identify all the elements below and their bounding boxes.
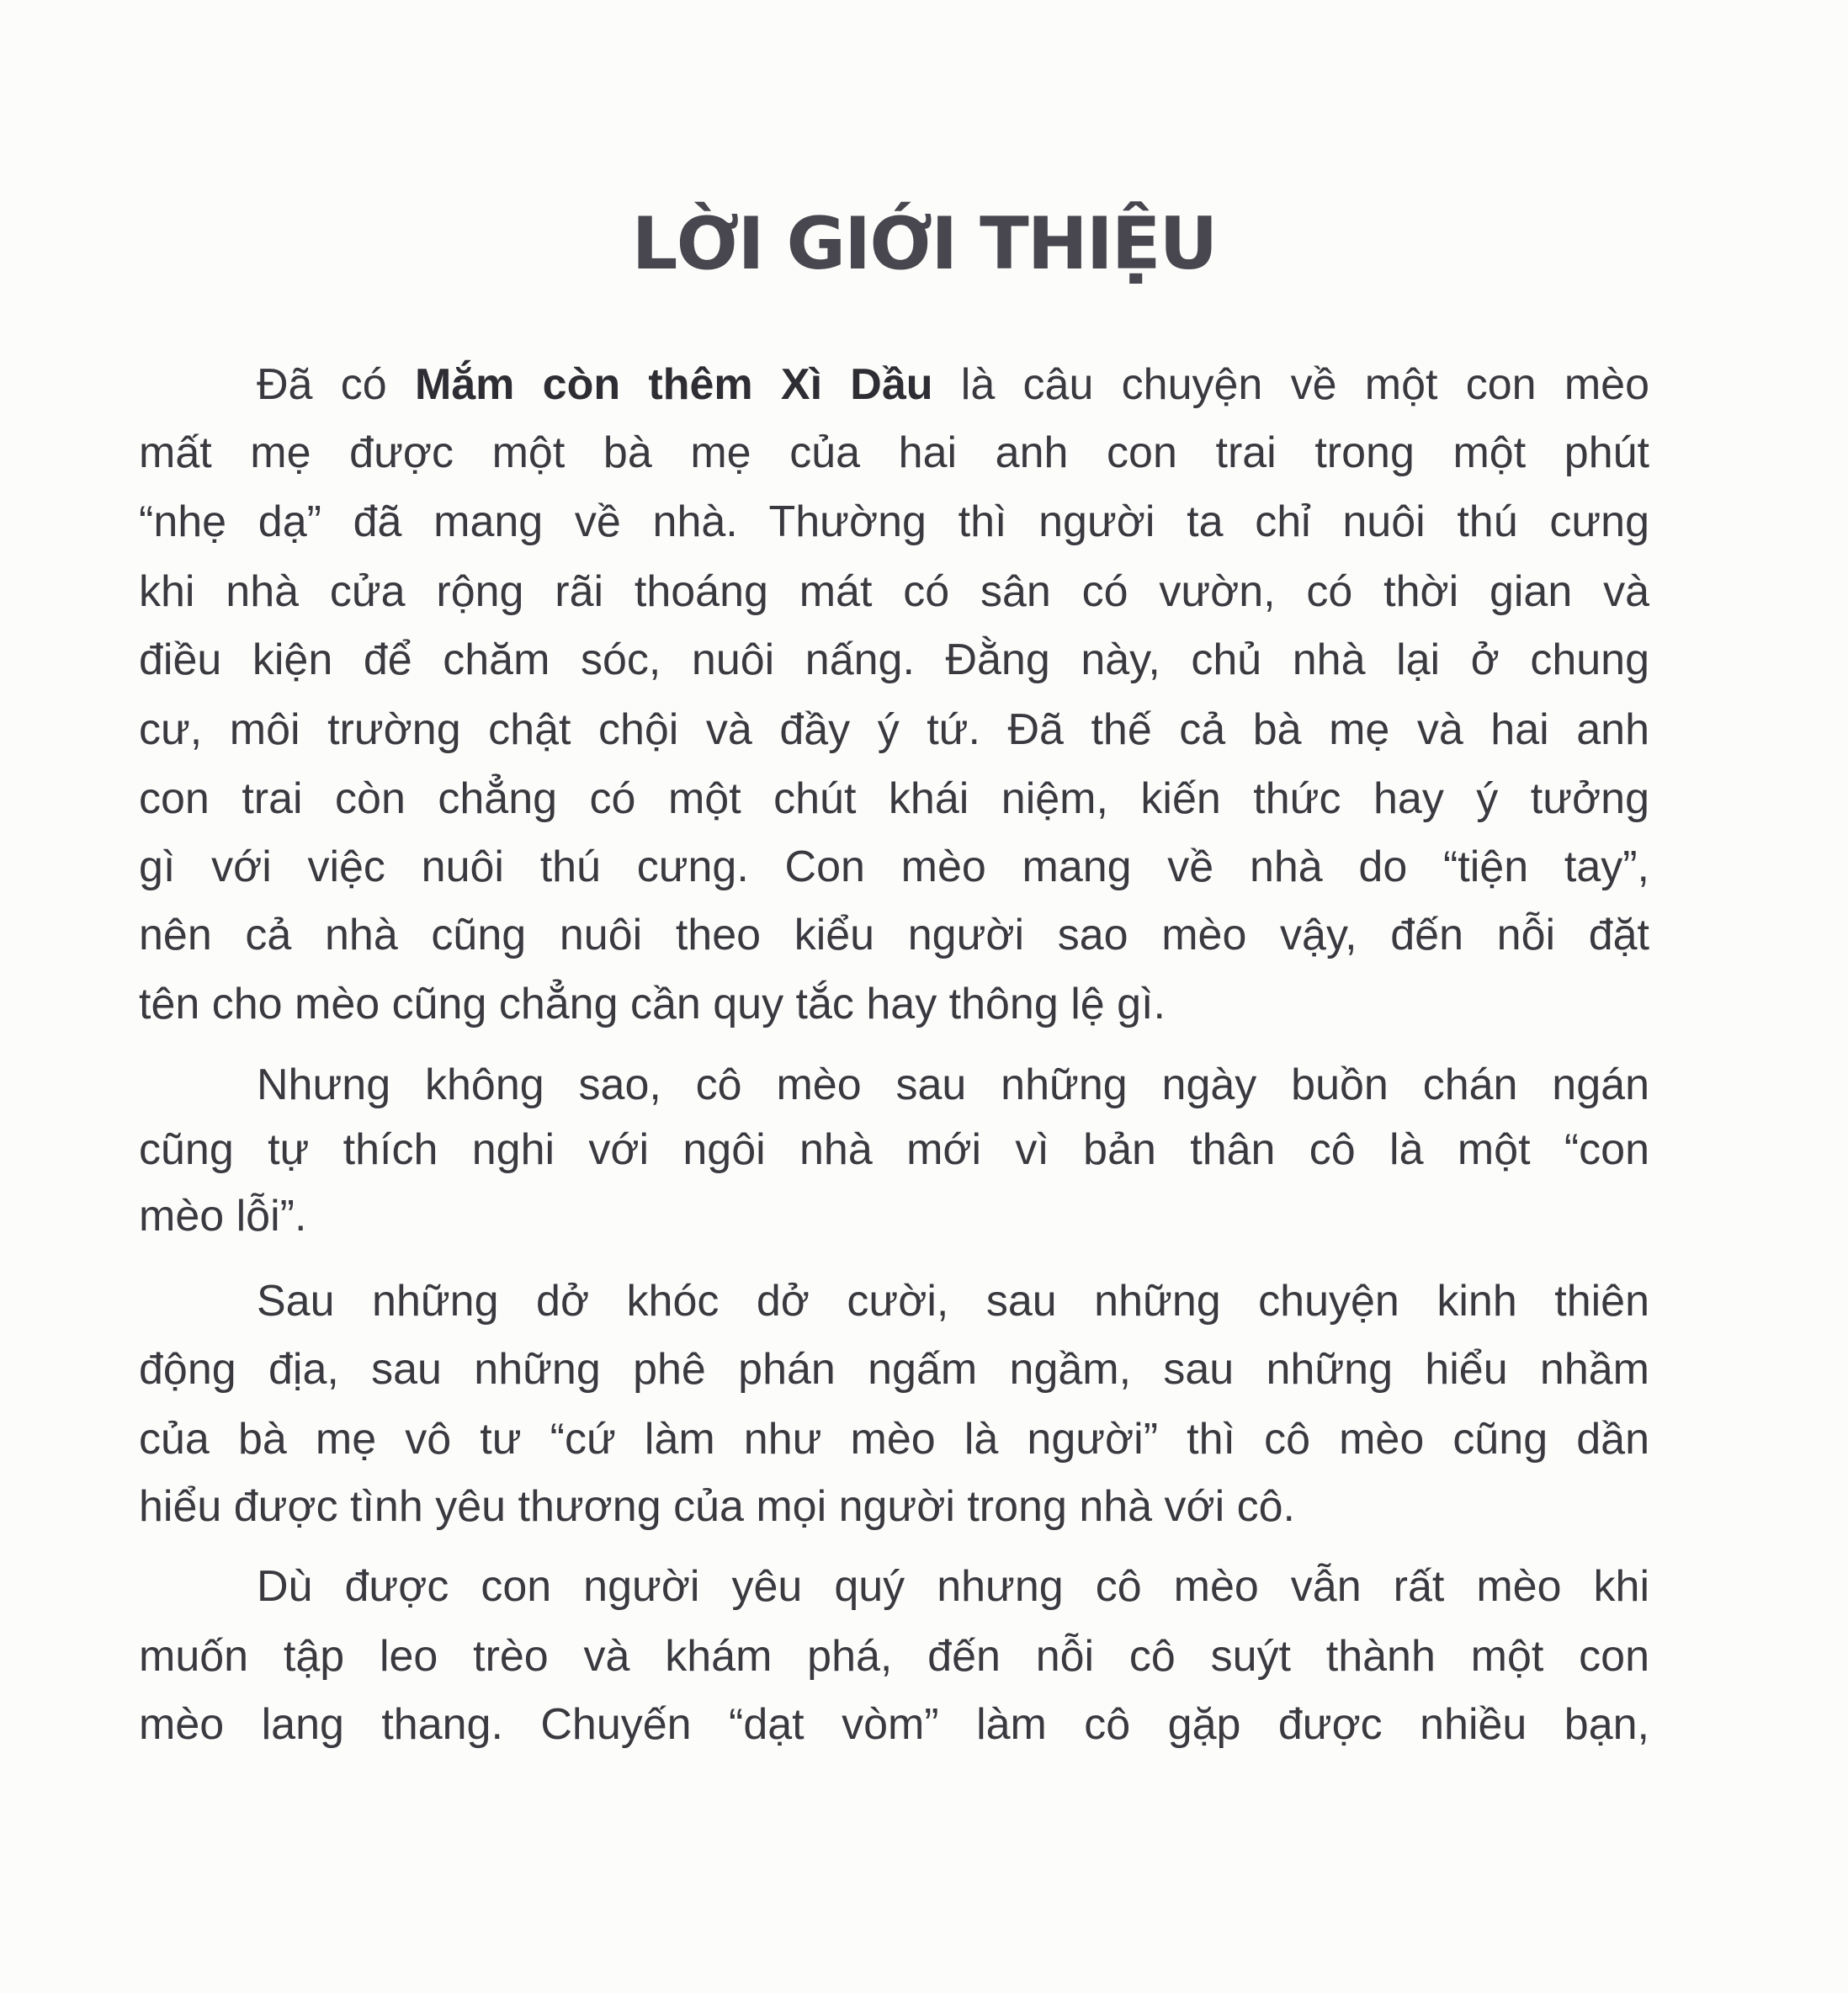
book-title-bold: Mắm còn thêm Xì Dầu bbox=[414, 360, 933, 409]
text-line: Nhưng không sao, cô mèo sau những ngày buồn chán ngán bbox=[257, 1060, 1649, 1109]
text-line bbox=[139, 355, 1649, 414]
text-span: là câu chuyện về một con mèo bbox=[932, 360, 1649, 409]
text-line: gì với việc nuôi thú cưng. Con mèo mang về nhà do “tiện tay”, bbox=[139, 842, 1649, 891]
text-line: hiểu được tình yêu thương của mọi người trong nhà với cô. bbox=[139, 1482, 1295, 1531]
text-line: Dù được con người yêu quý nhưng cô mèo vẫn rất mèo khi bbox=[257, 1562, 1649, 1611]
text-line: mèo lang thang. Chuyến “dạt vòm” làm cô gặp được nhiều bạn, bbox=[139, 1700, 1649, 1749]
text-line: điều kiện để chăm sóc, nuôi nấng. Đằng này, chủ nhà lại ở chung bbox=[139, 635, 1649, 684]
text-line: cư, môi trường chật chội và đầy ý tứ. Đã thế cả bà mẹ và hai anh bbox=[139, 705, 1649, 754]
text-line: muốn tập leo trèo và khám phá, đến nỗi cô suýt thành một con bbox=[139, 1632, 1649, 1681]
text-line: cũng tự thích nghi với ngôi nhà mới vì bản thân cô là một “con bbox=[139, 1125, 1649, 1174]
text-line: Sau những dở khóc dở cười, sau những chuyện kinh thiên bbox=[257, 1277, 1649, 1326]
text-span: Đã có bbox=[257, 360, 415, 409]
text-line: động địa, sau những phê phán ngấm ngầm, sau những hiểu nhầm bbox=[139, 1345, 1649, 1394]
text-line: “nhẹ dạ” đã mang về nhà. Thường thì người ta chỉ nuôi thú cưng bbox=[139, 497, 1649, 546]
text-line: con trai còn chẳng có một chút khái niệm, kiến thức hay ý tưởng bbox=[139, 774, 1649, 823]
text-line: mất mẹ được một bà mẹ của hai anh con trai trong một phút bbox=[139, 428, 1649, 477]
text-line: khi nhà cửa rộng rãi thoáng mát có sân có vườn, có thời gian và bbox=[139, 567, 1649, 616]
text-line: tên cho mèo cũng chẳng cần quy tắc hay thông lệ gì. bbox=[139, 980, 1166, 1028]
text-line: của bà mẹ vô tư “cứ làm như mèo là người” thì cô mèo cũng dần bbox=[139, 1415, 1649, 1464]
text-line: nên cả nhà cũng nuôi theo kiểu người sao mèo vậy, đến nỗi đặt bbox=[139, 911, 1649, 959]
text-line: mèo lỗi”. bbox=[139, 1192, 307, 1241]
page-title: LỜI GIỚI THIỆU bbox=[631, 202, 1217, 286]
